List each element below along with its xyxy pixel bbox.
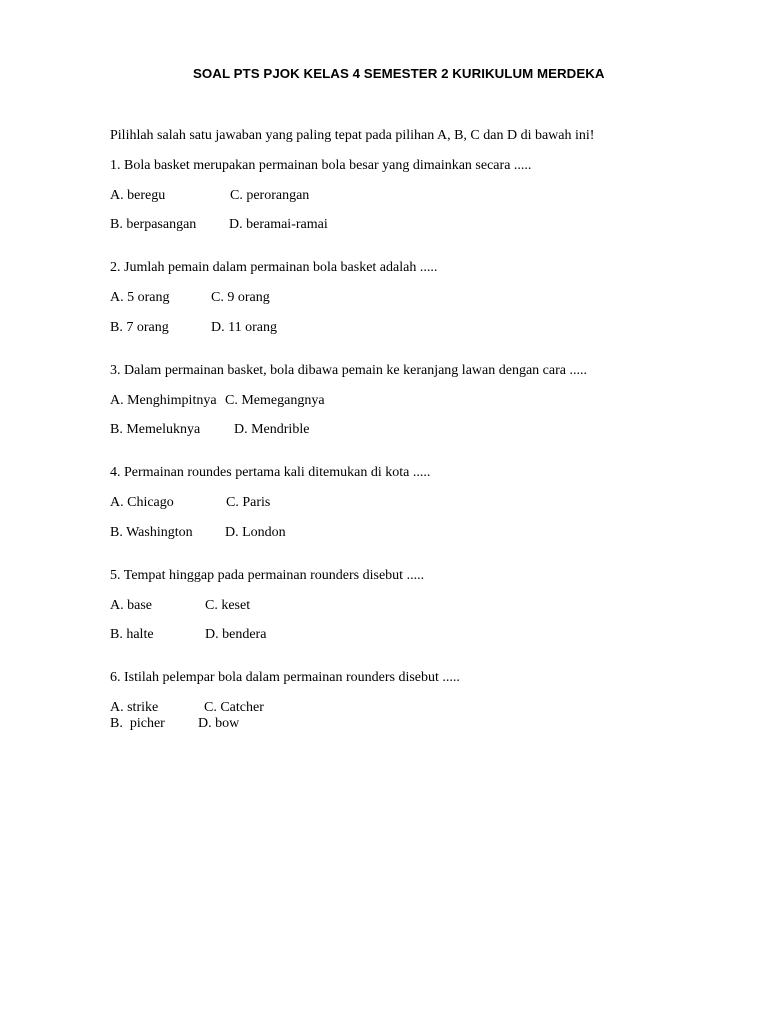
- question-4-option-c: C. Paris: [226, 495, 271, 510]
- question-6-text: Istilah pelempar bola dalam permainan rounders disebut .....: [124, 670, 460, 685]
- question-4: [110, 464, 430, 482]
- question-2-option-d: D. 11 orang: [211, 320, 277, 335]
- question-5-option-b: B. halte: [110, 627, 154, 642]
- question-6-option-b: B. picher: [110, 716, 165, 731]
- question-1: [110, 157, 531, 175]
- question-6: [110, 669, 460, 687]
- question-1-option-b: B. berpasangan: [110, 217, 197, 232]
- question-2: [110, 259, 437, 277]
- question-3-option-a: A. Menghimpitnya: [110, 393, 217, 408]
- instruction-text: Pilihlah salah satu jawaban yang paling tepat pada pilihan A, B, C dan D di bawah ini!: [110, 128, 595, 143]
- document-title: SOAL PTS PJOK KELAS 4 SEMESTER 2 KURIKULUM MERDEKA: [193, 66, 605, 81]
- question-4-option-b: B. Washington: [110, 525, 193, 540]
- question-4-option-a: A. Chicago: [110, 495, 174, 510]
- question-1-option-a: A. beregu: [110, 188, 166, 203]
- question-6-option-c: C. Catcher: [204, 700, 264, 715]
- question-4-option-d: D. London: [225, 525, 286, 540]
- question-4-number: 4.: [110, 465, 121, 480]
- question-5-option-a: A. base: [110, 598, 152, 613]
- question-3-text: Dalam permainan basket, bola dibawa pemain ke keranjang lawan dengan cara .....: [124, 363, 587, 378]
- question-5: [110, 567, 424, 585]
- question-6-option-d: D. bow: [198, 716, 240, 731]
- question-2-option-c: C. 9 orang: [211, 290, 270, 305]
- question-3-option-c: C. Memegangnya: [225, 393, 325, 408]
- question-2-option-b: B. 7 orang: [110, 320, 169, 335]
- question-3: [110, 362, 587, 380]
- question-2-number: 2.: [110, 260, 121, 275]
- question-1-option-c: C. perorangan: [230, 188, 310, 203]
- question-2-text: Jumlah pemain dalam permainan bola basket adalah .....: [124, 260, 438, 275]
- question-5-option-c: C. keset: [205, 598, 251, 613]
- question-1-text: Bola basket merupakan permainan bola besar yang dimainkan secara .....: [124, 158, 532, 173]
- question-5-text: Tempat hinggap pada permainan rounders disebut .....: [123, 568, 425, 583]
- question-3-option-b: B. Memeluknya: [110, 422, 201, 437]
- question-1-option-d: D. beramai-ramai: [229, 217, 328, 232]
- question-3-option-d: D. Mendrible: [234, 422, 310, 437]
- question-2-option-a: A. 5 orang: [110, 290, 170, 305]
- question-6-option-a: A. strike: [110, 700, 159, 715]
- question-1-number: 1.: [110, 158, 121, 173]
- question-6-number: 6.: [110, 670, 121, 685]
- question-4-text: Permainan roundes pertama kali ditemukan di kota .....: [124, 465, 431, 480]
- question-5-option-d: D. bendera: [205, 627, 267, 642]
- question-5-number: 5.: [110, 568, 121, 583]
- question-3-number: 3.: [110, 363, 121, 378]
